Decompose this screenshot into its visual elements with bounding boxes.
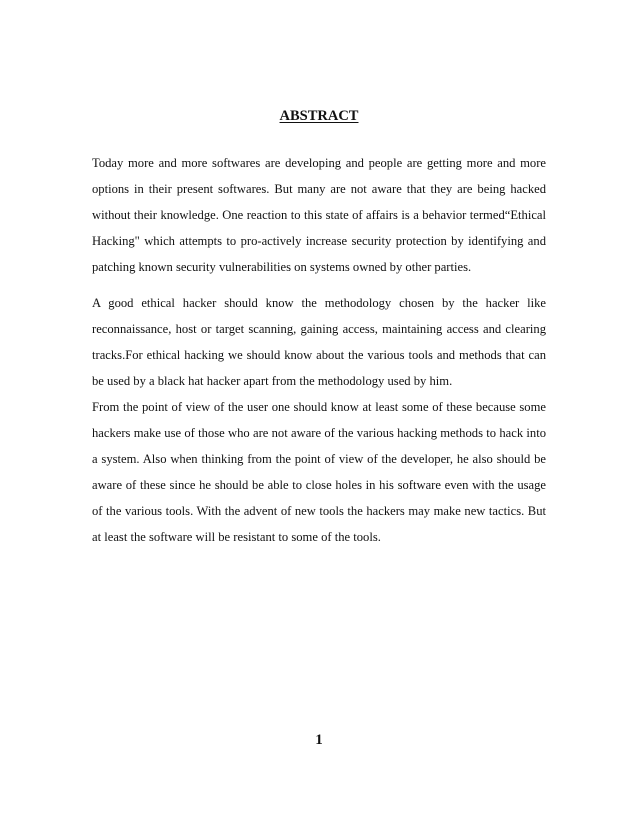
page-number: 1 (315, 732, 323, 748)
abstract-heading-text: ABSTRACT (279, 108, 359, 124)
paragraph-3: From the point of view of the user one should know at least some of these because some hackers make use of those who are not aware of the various hacking methods to hack into a system. Also when thinking from the point of view of the developer, he also should be aware of these since he should be able to close holes in his software even with the usage of the various tools. With the advent of new tools the hackers may make new tactics. But at least the software will be resistant to some of the tools. (92, 400, 546, 544)
abstract-heading (0, 106, 638, 126)
abstract-body (92, 150, 546, 550)
paragraph-1: Today more and more softwares are developing and people are getting more and more options in their present softwares. But many are not aware that they are being hacked without their knowledge. One reaction to this state of affairs is a behavior termed“Ethical Hacking" which attempts to pro-actively increase security protection by identifying and patching known security vulnerabilities on systems owned by other parties. (92, 156, 546, 274)
paragraph-2: A good ethical hacker should know the methodology chosen by the hacker like reconnaissance, host or target scanning, gaining access, maintaining access and clearing tracks.For ethical hacking we should know about the various tools and methods that can be used by a black hat hacker apart from the methodology used by him. (92, 296, 546, 388)
